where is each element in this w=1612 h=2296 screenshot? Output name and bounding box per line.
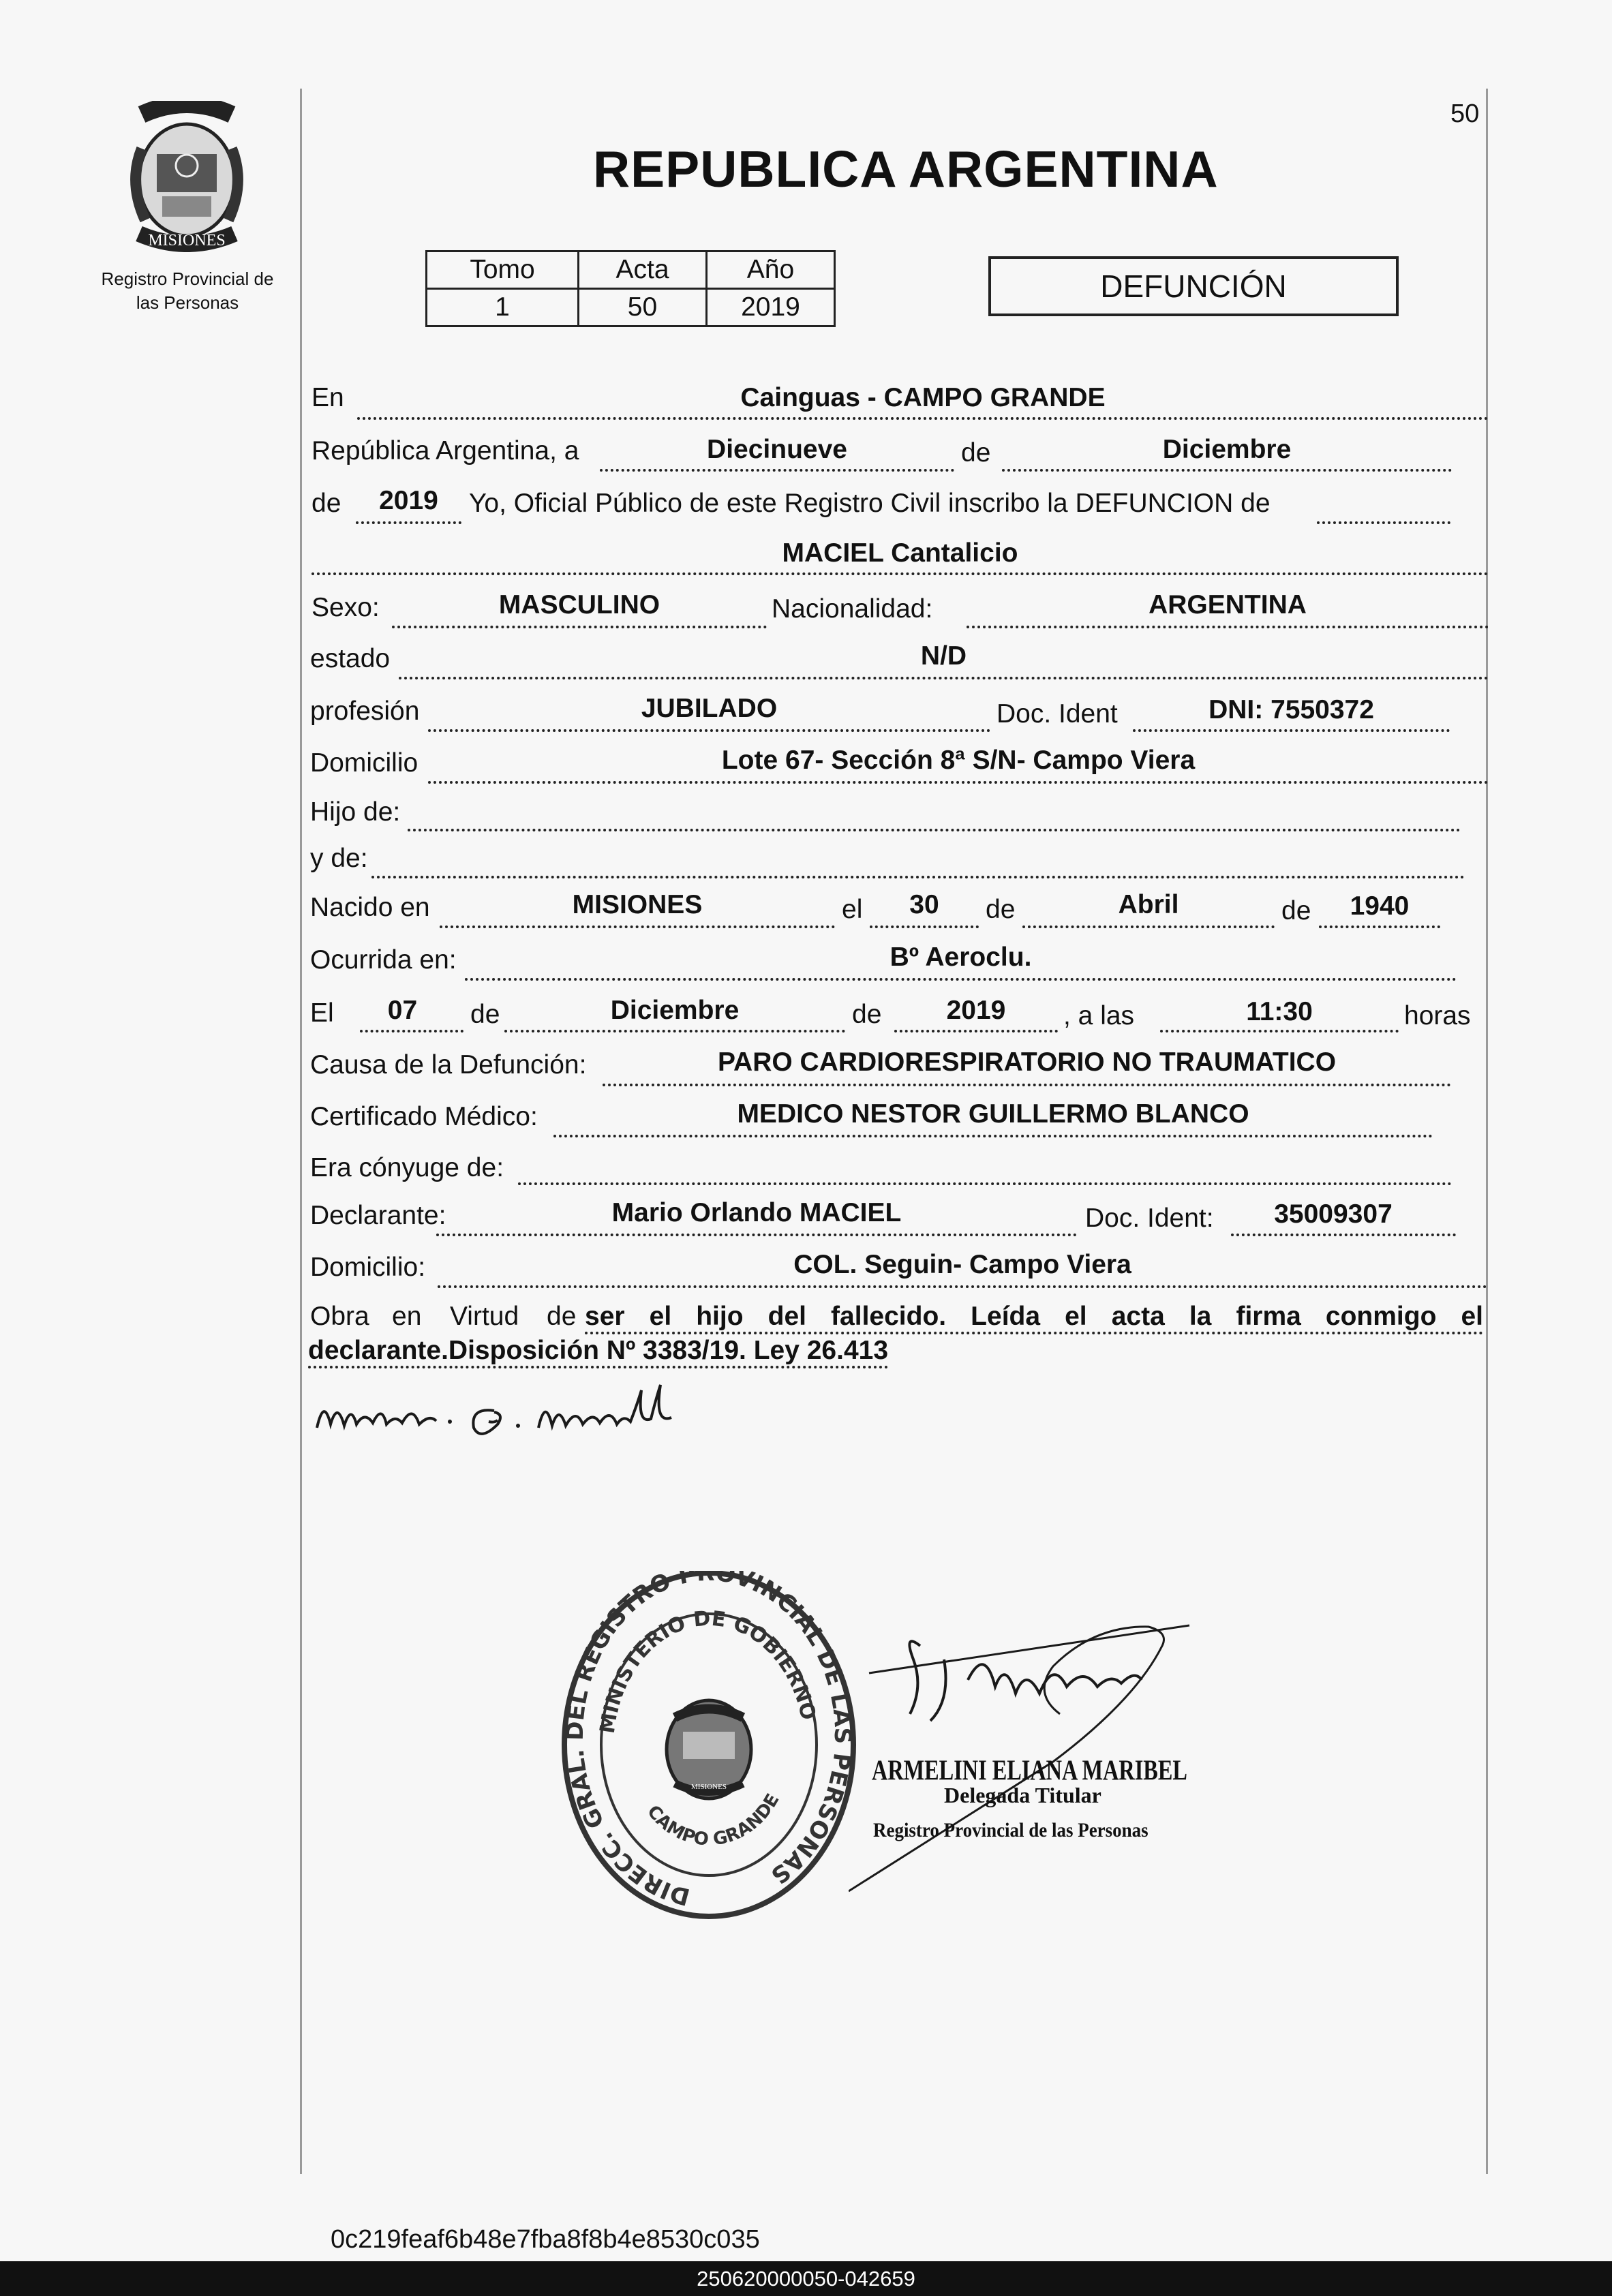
line-nacimiento-mes bbox=[1022, 925, 1275, 928]
value-estado: N/D bbox=[920, 641, 967, 671]
value-nacido-en: MISIONES bbox=[572, 890, 703, 919]
left-margin-line bbox=[300, 89, 302, 2174]
value-anio-inscripcion: 2019 bbox=[379, 486, 438, 515]
line-declarante-domicilio bbox=[438, 1285, 1487, 1288]
label-estado: estado bbox=[310, 644, 391, 673]
line-doc-ident bbox=[1133, 729, 1450, 732]
value-nacimiento-dia: 30 bbox=[909, 890, 939, 919]
line-declarante-doc bbox=[1231, 1234, 1456, 1236]
label-ocurrida-en: Ocurrida en: bbox=[310, 945, 457, 975]
label-republica: República Argentina, a bbox=[311, 436, 579, 465]
label-de-mes: de bbox=[961, 438, 991, 468]
official-office: Registro Provincial de las Personas bbox=[873, 1819, 1149, 1842]
value-defuncion-dia: 07 bbox=[387, 996, 418, 1025]
line-nacido-en bbox=[440, 925, 835, 928]
tomo-header: Tomo bbox=[427, 251, 579, 289]
anio-header: Año bbox=[707, 251, 835, 289]
label-el-defuncion: El bbox=[310, 998, 334, 1028]
label-de-nacimiento-mes: de bbox=[986, 895, 1016, 924]
province-logo bbox=[115, 101, 259, 252]
value-declarante-doc: 35009307 bbox=[1274, 1199, 1393, 1229]
label-causa: Causa de la Defunción: bbox=[310, 1050, 587, 1080]
line-dia-inscripcion bbox=[600, 469, 954, 472]
value-ocurrida-en: Bº Aeroclu. bbox=[889, 943, 1032, 972]
label-obra-de: de bbox=[547, 1302, 577, 1331]
stamp-inner-text: MINISTERIO DE GOBIERNO bbox=[595, 1606, 821, 1736]
official-name: ARMELINI ELIANA MARIBEL bbox=[872, 1755, 1187, 1787]
label-conyuge: Era cónyuge de: bbox=[310, 1153, 504, 1182]
value-certificado: MEDICO NESTOR GUILLERMO BLANCO bbox=[737, 1099, 1249, 1129]
tomo-value: 1 bbox=[427, 289, 579, 326]
label-obra: Obra bbox=[310, 1302, 369, 1331]
label-de-defuncion-mes: de bbox=[470, 1000, 500, 1029]
label-certificado: Certificado Médico: bbox=[310, 1102, 538, 1131]
value-obra-line2: declarante.Disposición Nº 3383/19. Ley 26.413 bbox=[308, 1336, 888, 1368]
value-causa: PARO CARDIORESPIRATORIO NO TRAUMATICO bbox=[717, 1047, 1337, 1077]
acta-value: 50 bbox=[579, 289, 707, 326]
label-declarante: Declarante: bbox=[310, 1201, 446, 1230]
label-yo-oficial: Yo, Oficial Público de este Registro Civil inscribo la DEFUNCION de bbox=[469, 489, 1271, 518]
label-declarante-domicilio: Domicilio: bbox=[310, 1253, 426, 1282]
registry-label bbox=[82, 267, 293, 315]
label-y-de: y de: bbox=[310, 844, 368, 873]
line-defuncion-mes bbox=[504, 1030, 845, 1032]
label-hijo-de: Hijo de: bbox=[310, 797, 401, 827]
registry-label-line1: Registro Provincial de bbox=[101, 269, 274, 289]
anio-value: 2019 bbox=[707, 289, 835, 326]
value-mes-inscripcion: Diciembre bbox=[1162, 435, 1292, 464]
line-nacimiento-anio bbox=[1319, 925, 1440, 928]
line-defuncion-anio bbox=[894, 1030, 1058, 1032]
record-type-box: DEFUNCIÓN bbox=[988, 256, 1399, 316]
line-conyuge bbox=[518, 1182, 1452, 1185]
value-defuncion-hora: 11:30 bbox=[1246, 997, 1313, 1026]
line-hijo-de bbox=[408, 829, 1461, 831]
official-stamp bbox=[559, 1571, 859, 1925]
label-el-nacimiento: el bbox=[842, 895, 863, 924]
line-lugar bbox=[357, 417, 1489, 420]
label-de-anio: de bbox=[311, 489, 341, 518]
line-nacimiento-dia bbox=[870, 925, 979, 928]
line-anio-inscripcion bbox=[356, 521, 461, 524]
stamp-place-text: CAMPO GRANDE bbox=[643, 1790, 784, 1850]
registry-label-line2: las Personas bbox=[136, 292, 239, 313]
value-defuncion-mes: Diciembre bbox=[610, 996, 740, 1025]
declarant-signature bbox=[310, 1377, 746, 1452]
value-doc-ident: DNI: 7550372 bbox=[1208, 695, 1374, 724]
line-profesion bbox=[428, 729, 990, 732]
value-nacimiento-mes: Abril bbox=[1118, 890, 1179, 919]
line-nacionalidad bbox=[967, 626, 1489, 628]
registrar-signature bbox=[849, 1619, 1217, 1905]
stamp-crest-lettering: MISIONES bbox=[691, 1783, 727, 1791]
value-sexo: MASCULINO bbox=[498, 590, 660, 619]
value-dia-inscripcion: Diecinueve bbox=[707, 435, 847, 464]
label-horas: horas bbox=[1404, 1001, 1471, 1030]
stamp-outer-text: DIRECC. GRAL. DEL REGISTRO PROVINCIAL DE LAS PERSONAS bbox=[561, 1571, 857, 1911]
value-nacimiento-anio: 1940 bbox=[1350, 891, 1410, 921]
label-nacido-en: Nacido en bbox=[310, 893, 430, 922]
line-domicilio bbox=[428, 781, 1489, 784]
line-causa bbox=[603, 1084, 1451, 1086]
official-title: Delegada Titular bbox=[944, 1783, 1101, 1807]
value-domicilio: Lote 67- Sección 8ª S/N- Campo Viera bbox=[721, 746, 1196, 775]
label-en: En bbox=[311, 383, 344, 412]
value-defuncion-anio: 2019 bbox=[946, 996, 1006, 1025]
label-a-las: , a las bbox=[1063, 1001, 1135, 1030]
line-mes-inscripcion bbox=[1002, 469, 1452, 472]
barcode-number: 250620000050-042659 bbox=[0, 2261, 1612, 2296]
line-sexo bbox=[392, 626, 767, 628]
line-fallecido bbox=[311, 572, 1489, 575]
line-declarante bbox=[436, 1234, 1077, 1236]
label-doc-ident: Doc. Ident bbox=[997, 699, 1118, 729]
value-declarante: Mario Orlando MACIEL bbox=[611, 1198, 902, 1227]
value-declarante-domicilio: COL. Seguin- Campo Viera bbox=[793, 1250, 1131, 1279]
line-defuncion-dia bbox=[360, 1030, 463, 1032]
label-de-defuncion-anio: de bbox=[852, 1000, 882, 1029]
value-obra-line1: ser el hijo del fallecido. Leída el acta la firma conmigo el bbox=[585, 1302, 1483, 1334]
value-profesion: JUBILADO bbox=[641, 694, 778, 723]
label-nacionalidad: Nacionalidad: bbox=[772, 594, 933, 624]
value-fallecido: MACIEL Cantalicio bbox=[782, 538, 1018, 568]
label-domicilio: Domicilio bbox=[310, 748, 419, 778]
label-declarante-doc: Doc. Ident: bbox=[1085, 1204, 1214, 1233]
page-title: REPUBLICA ARGENTINA bbox=[593, 140, 1219, 198]
page-number: 50 bbox=[1450, 100, 1480, 128]
line-certificado bbox=[553, 1135, 1433, 1137]
logo-lettering: MISIONES bbox=[148, 232, 226, 249]
line-estado bbox=[399, 677, 1489, 679]
label-obra-en: en bbox=[392, 1302, 422, 1331]
acta-header: Acta bbox=[579, 251, 707, 289]
document-hash: 0c219feaf6b48e7fba8f8b4e8530c035 bbox=[331, 2225, 760, 2254]
line-ocurrida-en bbox=[465, 978, 1457, 981]
line-defuncion-hora bbox=[1160, 1030, 1399, 1032]
label-de-nacimiento-anio: de bbox=[1281, 896, 1311, 925]
label-sexo: Sexo: bbox=[311, 593, 380, 622]
reference-table bbox=[425, 250, 836, 327]
line-y-de bbox=[371, 876, 1465, 878]
value-nacionalidad: ARGENTINA bbox=[1149, 590, 1307, 619]
label-virtud: Virtud bbox=[450, 1302, 519, 1331]
label-profesion: profesión bbox=[310, 697, 420, 726]
line-defuncion-de bbox=[1317, 521, 1450, 524]
value-lugar: Cainguas - CAMPO GRANDE bbox=[740, 383, 1106, 412]
